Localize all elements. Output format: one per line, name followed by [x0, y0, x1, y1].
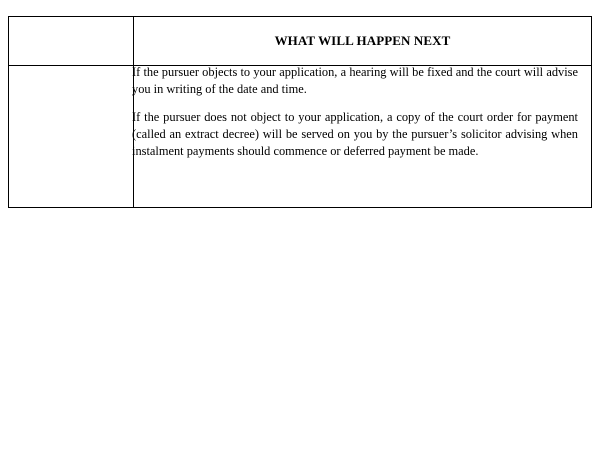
section-body	[132, 64, 578, 171]
section-heading: WHAT WILL HAPPEN NEXT	[274, 33, 451, 48]
paragraph-objection: If the pursuer objects to your application, a hearing will be fixed and the court will advise you in writing of the date and time.	[132, 65, 578, 96]
paragraph-no-objection: If the pursuer does not object to your application, a copy of the court order for payment (called an extract decree) will be served on you by the pursuer’s solicitor advising when instalment payments should commence or deferred payment be made.	[132, 110, 578, 158]
